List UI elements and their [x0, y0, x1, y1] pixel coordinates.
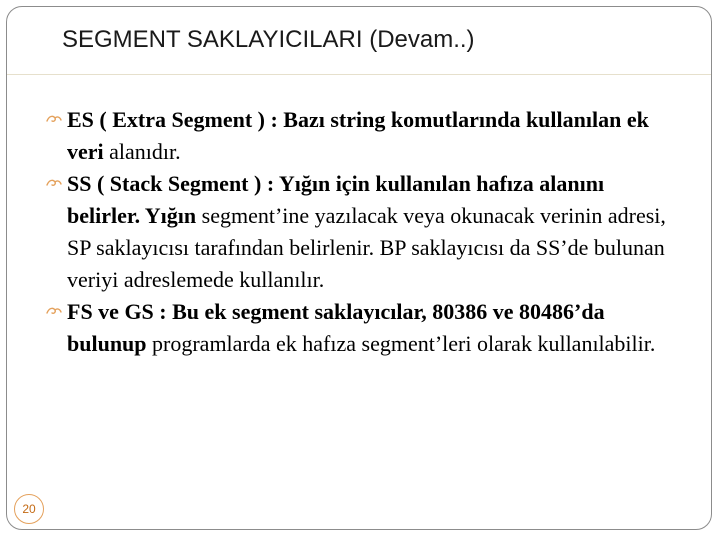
- bullet-bold-text: ES ( Extra Segment ) : Bazı string komutlarında kullanılan ek veri: [67, 107, 649, 164]
- bullet-bold-text: SS ( Stack Segment ) : Yığın için kullanılan hafıza alanını belirler. Yığın: [67, 171, 605, 228]
- bullet-text: alanıdır.: [103, 139, 181, 164]
- bullet-text: programlarda ek hafıza segment’leri olarak kullanılabilir.: [146, 331, 656, 356]
- bullet-item: [48, 104, 668, 168]
- swirl-bullet-icon: [46, 114, 62, 126]
- slide-title: SEGMENT SAKLAYICILARI (Devam..): [62, 26, 475, 53]
- bullet-text: segment’ine yazılacak veya okunacak verinin adresi, SP saklayıcısı tarafından belirlenir. BP saklayıcısı da SS’de bulunan veriyi adreslemede kullanılır.: [67, 203, 666, 292]
- swirl-bullet-icon: [46, 306, 62, 318]
- page-number-badge: 20: [14, 494, 44, 524]
- bullet-list: [48, 104, 668, 360]
- title-divider: [7, 74, 711, 75]
- swirl-bullet-icon: [46, 178, 62, 190]
- bullet-bold-text: FS ve GS : Bu ek segment saklayıcılar, 80386 ve 80486’da bulunup: [67, 299, 605, 356]
- bullet-item: [48, 296, 668, 360]
- bullet-item: [48, 168, 668, 296]
